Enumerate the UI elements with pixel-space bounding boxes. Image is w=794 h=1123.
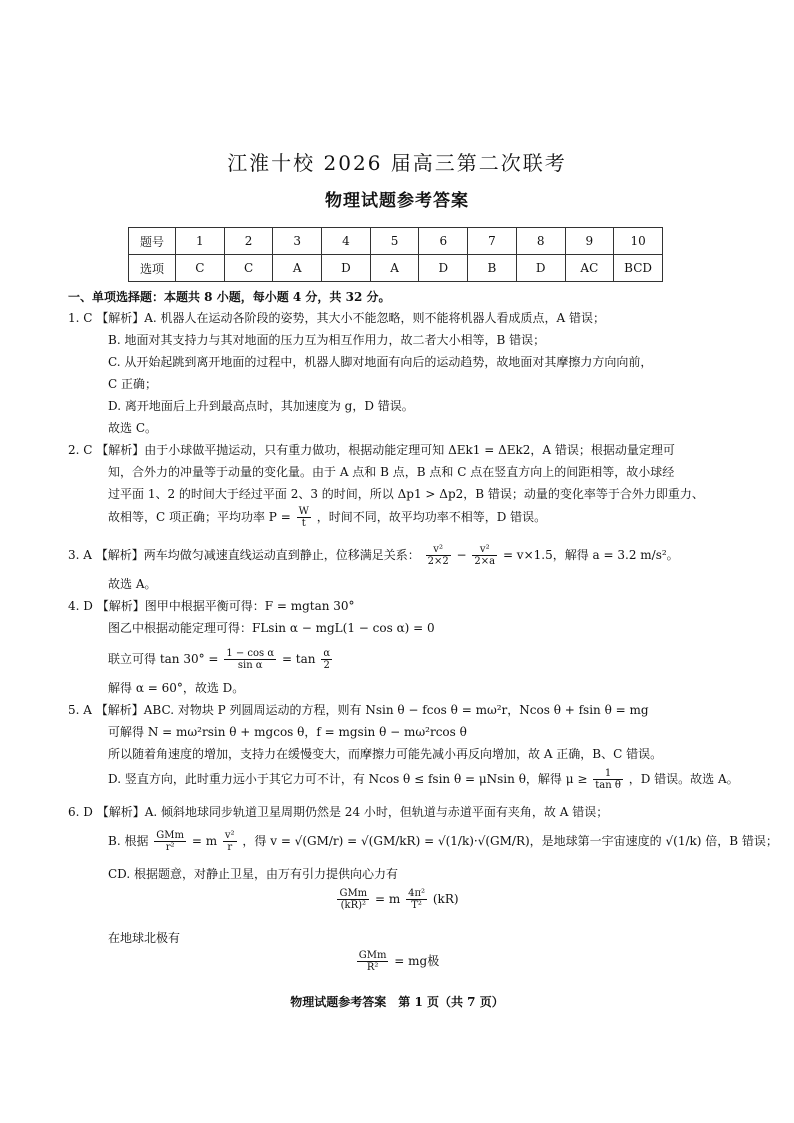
fraction (472, 544, 497, 567)
table-cell: D (419, 255, 468, 282)
q2-line: 知，合外力的冲量等于动量的变化量。由于 A 点和 B 点，B 点和 C 点在竖直方向上的间距相等，故小球经 (108, 465, 675, 479)
table-cell: 4 (322, 228, 371, 255)
section-heading: 一、单项选择题：本题共 8 小题，每小题 4 分，共 32 分。 (68, 290, 391, 304)
q6-equation (0, 950, 794, 973)
table-cell: 7 (468, 228, 517, 255)
q1-line: 1. C 【解析】A. 机器人在运动各阶段的姿势，其大小不能忽略，则不能将机器人看成质点，A 错误； (68, 311, 606, 325)
q5-line: 5. A 【解析】ABC. 对物块 P 列圆周运动的方程，则有 Nsin θ − fcos θ = mω²r，Ncos θ + fsin θ = mg (68, 703, 649, 717)
fraction (297, 506, 311, 529)
q6-text: ，得 v = √(GM/r) = √(GM/kR) = √(1/k)·√(GM/R)，是地球第一宇宙速度的 √(1/k) 倍，B 错误； (242, 834, 778, 848)
denominator: r² (165, 842, 175, 853)
q4-line: 图乙中根据动能定理可得：FLsin α − mgL(1 − cos α) = 0 (108, 621, 435, 635)
q4-line: 解得 α = 60°，故选 D。 (108, 681, 245, 695)
fraction (337, 888, 369, 911)
table-cell: D (322, 255, 371, 282)
q6-line: 6. D 【解析】A. 倾斜地球同步轨道卫星周期仍然是 24 小时，但轨道与赤道平面有夹角，故 A 错误； (68, 805, 609, 819)
table-cell: 9 (565, 228, 614, 255)
fraction (357, 950, 389, 973)
denominator: 2×2 (427, 556, 449, 567)
fraction (321, 648, 332, 671)
row-label-number: 题号 (129, 228, 176, 255)
fraction (406, 888, 427, 911)
equation-text: = m (375, 892, 401, 906)
fraction (426, 544, 451, 567)
fraction (154, 830, 186, 853)
numerator: 4π² (408, 888, 426, 899)
q2-text: 故相等，C 项正确；平均功率 P = (108, 510, 291, 524)
q1-line: D. 离开地面后上升到最高点时，其加速度为 g，D 错误。 (108, 399, 414, 413)
q2-line (108, 506, 546, 529)
minus-sign: − (456, 548, 467, 562)
q1-line: 故选 C。 (108, 421, 157, 435)
q6-line: 在地球北极有 (108, 931, 181, 945)
q2-text: ，时间不同，故平均功率不相等，D 错误。 (316, 510, 547, 524)
q5-line: 所以随着角速度的增加，支持力在缓慢变大，而摩擦力可能先减小再反向增加，故 A 正确，B、C 错误。 (108, 747, 663, 761)
table-cell: C (224, 255, 273, 282)
numerator: 1 (593, 768, 623, 780)
equation-text: (kR) (432, 892, 459, 906)
q4-text: = tan (281, 652, 316, 666)
q3-text: 3. A 【解析】两车均做匀减速直线运动直到静止，位移满足关系： (68, 548, 420, 562)
q4-text: 联立可得 tan 30° = (108, 652, 219, 666)
q6-equation (0, 888, 794, 911)
fraction (223, 830, 237, 853)
table-cell: 5 (370, 228, 419, 255)
denominator: 2×a (474, 556, 496, 567)
page-subtitle: 物理试题参考答案 (325, 191, 469, 211)
table-cell: BCD (614, 255, 663, 282)
row-label-answer: 选项 (129, 255, 176, 282)
denominator: t (301, 518, 306, 529)
answer-table (128, 227, 663, 282)
table-cell: 6 (419, 228, 468, 255)
table-cell: A (370, 255, 419, 282)
numerator: v² (426, 544, 451, 556)
q3-text: = v×1.5，解得 a = 3.2 m/s²。 (502, 548, 679, 562)
q2-line: 过平面 1、2 的时间大于经过平面 2、3 的时间，所以 Δp1 > Δp2，B 错误；动量的变化率等于合外力即重力、 (108, 487, 704, 501)
numerator: GMm (156, 830, 184, 841)
numerator: 1 − cos α (226, 648, 275, 659)
denominator: (kR)² (340, 900, 367, 911)
q3-line: 故选 A。 (108, 577, 157, 591)
table-cell: A (273, 255, 322, 282)
table-cell: 1 (176, 228, 225, 255)
denominator: R² (366, 962, 379, 973)
numerator: W (298, 506, 309, 517)
table-cell: C (176, 255, 225, 282)
q6-text: = m (191, 834, 218, 848)
q1-line: C 正确； (108, 377, 157, 391)
page-title: 江淮十校 2026 届高三第二次联考 (227, 151, 567, 175)
equation-text: = mg极 (394, 954, 440, 968)
denominator: tan θ (595, 780, 621, 791)
fraction (224, 648, 276, 671)
table-row-answers (129, 255, 663, 282)
denominator: r (227, 842, 233, 853)
denominator: T² (411, 900, 422, 911)
q5-text: ，D 错误。故选 A。 (628, 772, 739, 786)
q1-line: C. 从开始起跳到离开地面的过程中，机器人脚对地面有向后的运动趋势，故地面对其摩擦力方向向前， (108, 355, 653, 369)
denominator: 2 (323, 660, 330, 671)
numerator: α (323, 648, 331, 659)
table-cell: 8 (516, 228, 565, 255)
numerator: GMm (358, 950, 387, 961)
table-cell: D (516, 255, 565, 282)
table-cell: 10 (614, 228, 663, 255)
q5-line (108, 768, 739, 791)
q3-line (68, 544, 679, 567)
q6-text: B. 根据 (108, 834, 149, 848)
q4-line (108, 648, 334, 671)
q5-text: D. 竖直方向，此时重力远小于其它力可不计，有 Ncos θ ≤ fsin θ = μNsin θ，解得 μ ≥ (108, 772, 588, 786)
page-footer: 物理试题参考答案 第 1 页（共 7 页） (290, 995, 504, 1009)
table-cell: AC (565, 255, 614, 282)
numerator: v² (224, 830, 235, 841)
q6-line: CD. 根据题意，对静止卫星，由万有引力提供向心力有 (108, 867, 399, 881)
q1-line: B. 地面对其支持力与其对地面的压力互为相互作用力，故二者大小相等，B 错误； (108, 333, 546, 347)
numerator: GMm (339, 888, 368, 899)
q6-line (108, 830, 778, 853)
q5-line: 可解得 N = mω²rsin θ + mgcos θ，f = mgsin θ − mω²rcos θ (108, 725, 467, 739)
fraction (593, 768, 623, 791)
numerator: v² (472, 544, 497, 556)
table-cell: B (468, 255, 517, 282)
table-cell: 2 (224, 228, 273, 255)
table-row-numbers (129, 228, 663, 255)
q4-line: 4. D 【解析】图甲中根据平衡可得：F = mgtan 30° (68, 599, 355, 613)
denominator: sin α (237, 660, 263, 671)
q2-line: 2. C 【解析】由于小球做平抛运动，只有重力做功，根据动能定理可知 ΔEk1 = ΔEk2，A 错误；根据动量定理可 (68, 443, 675, 457)
table-cell: 3 (273, 228, 322, 255)
